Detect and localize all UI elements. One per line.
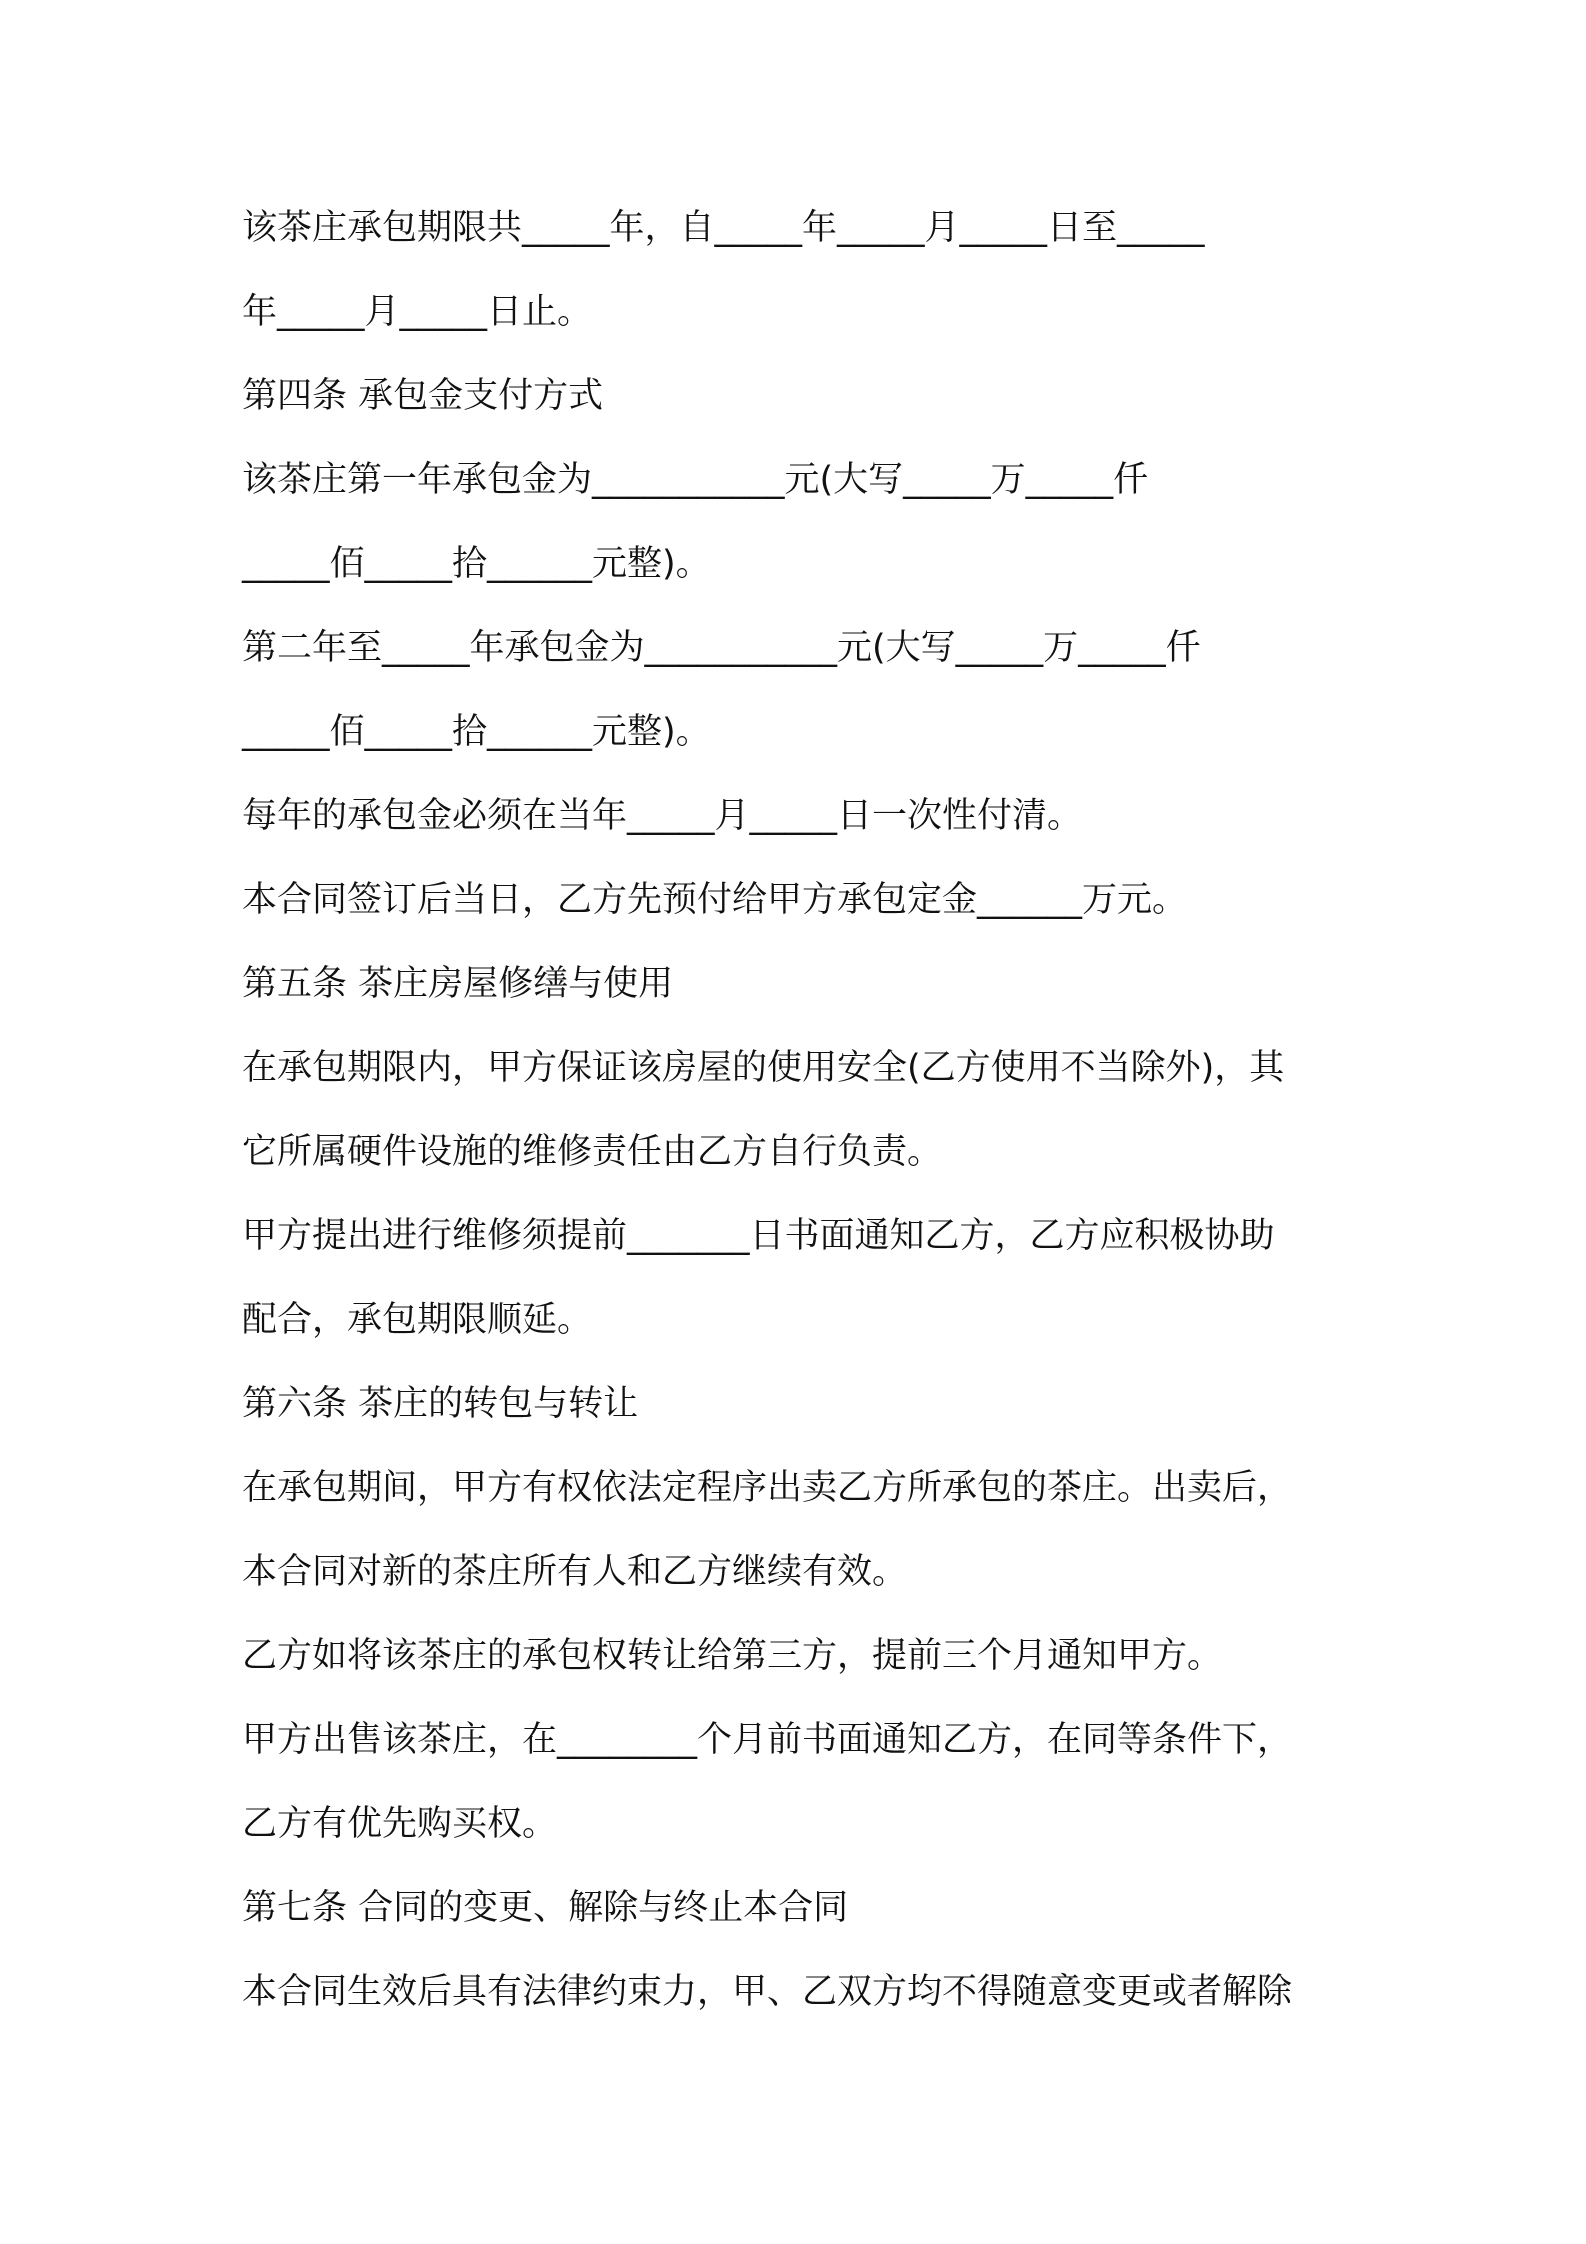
text-line: 每年的承包金必须在当年_____月_____日一次性付清。 — [242, 796, 1083, 836]
text-line: 配合，承包期限顺延。 — [242, 1300, 593, 1340]
text-line: 该茶庄承包期限共_____年，自_____年_____月_____日至_____ — [242, 208, 1205, 248]
section-heading: 第五条 茶庄房屋修缮与使用 — [242, 964, 674, 1004]
section-heading: 第七条 合同的变更、解除与终止本合同 — [242, 1888, 849, 1928]
text-line: 它所属硬件设施的维修责任由乙方自行负责。 — [242, 1132, 943, 1172]
text-line: 甲方提出进行维修须提前_______日书面通知乙方，乙方应积极协助 — [242, 1216, 1275, 1256]
text-line: 本合同生效后具有法律约束力，甲、乙双方均不得随意变更或者解除 — [242, 1972, 1293, 2012]
text-line: 乙方如将该茶庄的承包权转让给第三方，提前三个月通知甲方。 — [242, 1636, 1223, 1676]
text-line: 年_____月_____日止。 — [242, 292, 593, 332]
text-line: _____佰_____拾______元整)。 — [242, 544, 711, 584]
text-line: 在承包期间，甲方有权依法定程序出卖乙方所承包的茶庄。出卖后， — [242, 1468, 1293, 1508]
text-line: 第二年至_____年承包金为___________元(大写_____万_____仟 — [242, 628, 1201, 668]
text-line: 本合同对新的茶庄所有人和乙方继续有效。 — [242, 1552, 908, 1592]
text-line: _____佰_____拾______元整)。 — [242, 712, 711, 752]
section-heading: 第四条 承包金支付方式 — [242, 376, 604, 416]
text-line: 乙方有优先购买权。 — [242, 1804, 558, 1844]
section-heading: 第六条 茶庄的转包与转让 — [242, 1384, 639, 1424]
text-line: 在承包期限内，甲方保证该房屋的使用安全(乙方使用不当除外)，其 — [242, 1048, 1285, 1088]
text-line: 该茶庄第一年承包金为___________元(大写_____万_____仟 — [242, 460, 1149, 500]
text-line: 本合同签订后当日，乙方先预付给甲方承包定金______万元。 — [242, 880, 1188, 920]
text-line: 甲方出售该茶庄，在________个月前书面通知乙方，在同等条件下， — [242, 1720, 1293, 1760]
